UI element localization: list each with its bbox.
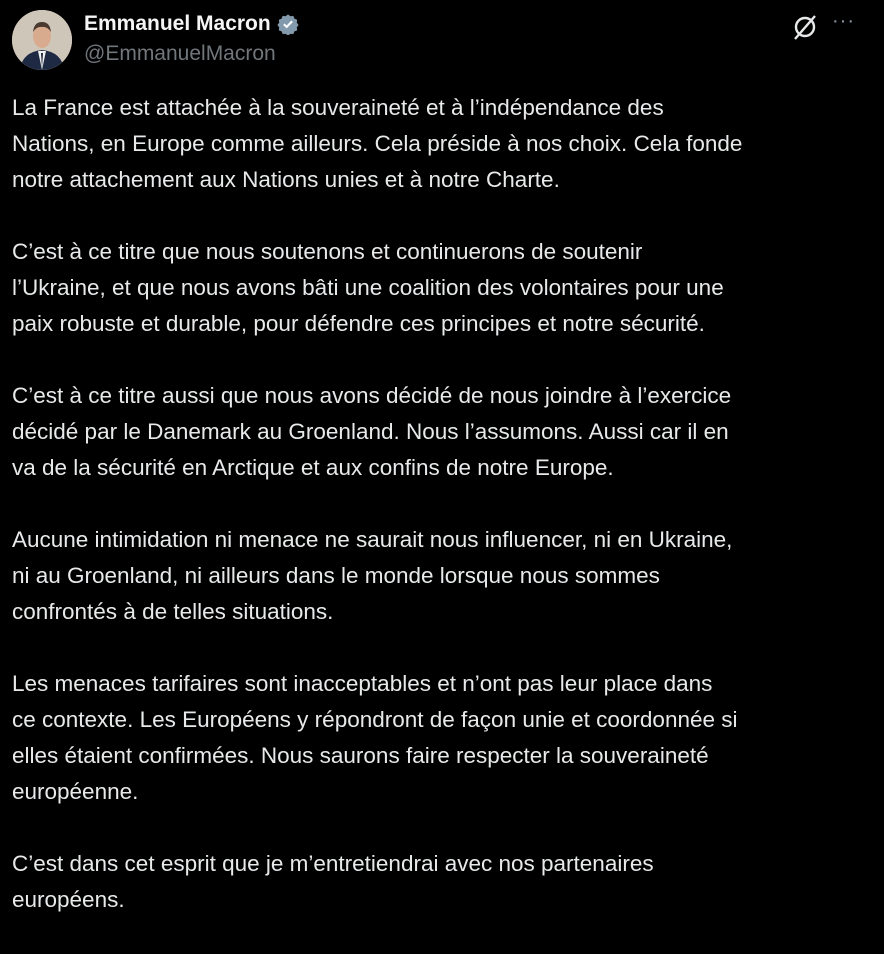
avatar[interactable] [12,10,72,70]
post-paragraph [12,378,872,486]
text-line: l’Ukraine, et que nous avons bâti une coalition des volontaires pour une [12,275,724,300]
author-name-row[interactable] [84,12,299,36]
more-icon[interactable]: ··· [832,10,855,32]
text-line: C’est à ce titre que nous soutenons et continuerons de soutenir [12,239,643,264]
text-line: La France est attachée à la souveraineté et à l’indépendance des [12,95,664,120]
text-line: paix robuste et durable, pour défendre ces principes et notre sécurité. [12,311,705,336]
post-paragraph [12,234,872,342]
text-line: elles étaient confirmées. Nous saurons faire respecter la souveraineté [12,743,709,768]
text-line: C’est à ce titre aussi que nous avons décidé de nous joindre à l’exercice [12,383,732,408]
text-line: notre attachement aux Nations unies et à notre Charte. [12,167,560,192]
grok-icon[interactable] [790,12,820,42]
text-line: ni au Groenland, ni ailleurs dans le monde lorsque nous sommes [12,563,660,588]
text-line: Les menaces tarifaires sont inacceptables et n’ont pas leur place dans [12,671,713,696]
text-line: Nations, en Europe comme ailleurs. Cela préside à nos choix. Cela fonde [12,131,743,156]
post-text [12,90,872,954]
author-handle[interactable]: @EmmanuelMacron [84,42,276,65]
text-line: européenne. [12,779,139,804]
post-paragraph [12,90,872,198]
avatar-photo [12,10,72,70]
post-paragraph [12,846,872,918]
post-paragraph [12,522,872,630]
text-line: Aucune intimidation ni menace ne saurait nous influencer, ni en Ukraine, [12,527,733,552]
text-line: C’est dans cet esprit que je m’entretiendrai avec nos partenaires [12,851,654,876]
author-name[interactable]: Emmanuel Macron [84,12,271,35]
text-line: décidé par le Danemark au Groenland. Nous l’assumons. Aussi car il en [12,419,729,444]
text-line: va de la sécurité en Arctique et aux confins de notre Europe. [12,455,614,480]
text-line: ce contexte. Les Européens y répondront de façon unie et coordonnée si [12,707,738,732]
text-line: européens. [12,887,125,912]
post-paragraph [12,666,872,810]
grey-verified-icon [277,13,299,35]
text-line: confrontés à de telles situations. [12,599,334,624]
